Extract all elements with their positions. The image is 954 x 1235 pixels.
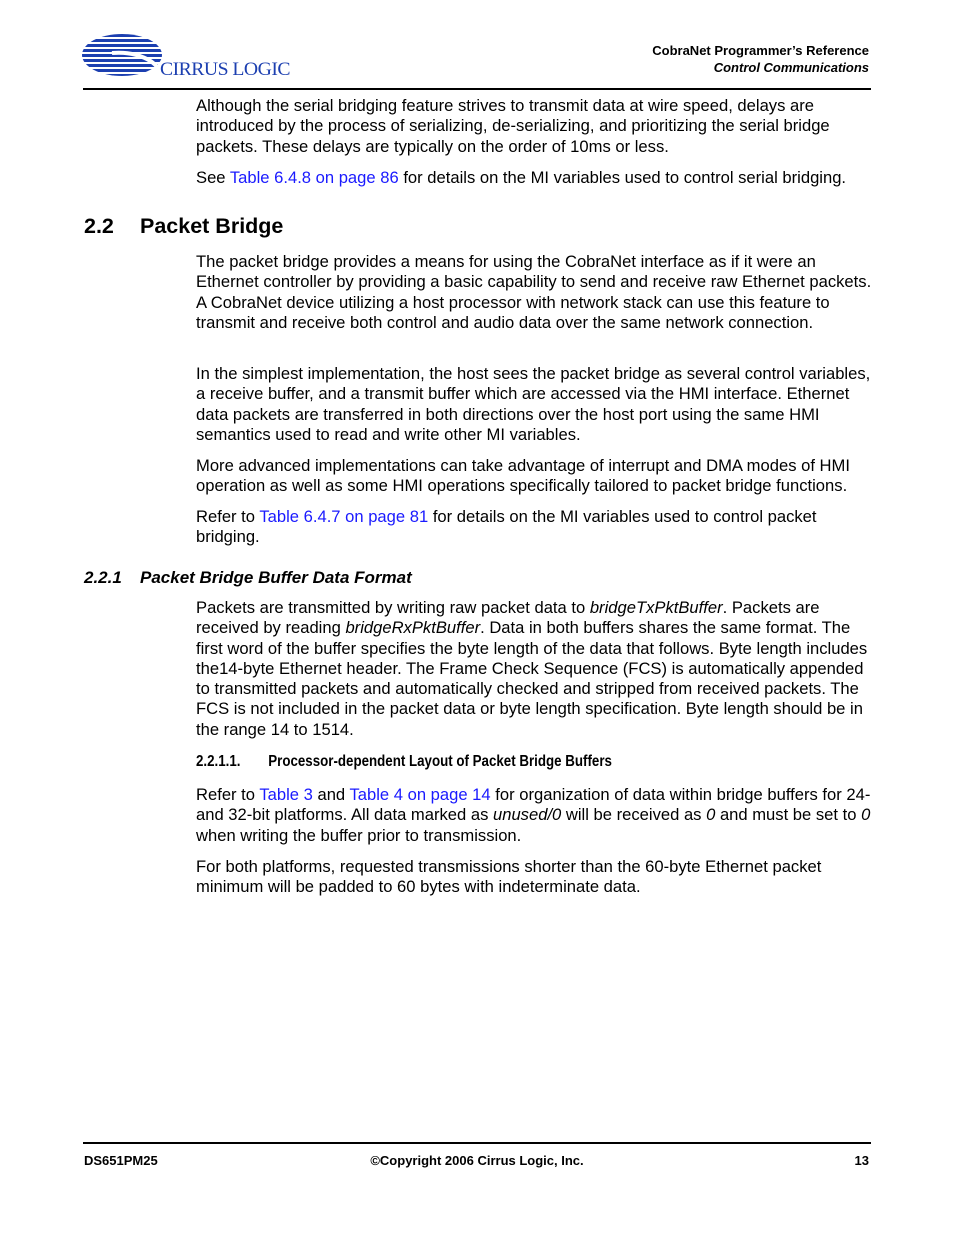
var-bridge-rx: bridgeRxPktBuffer [345,618,481,638]
subsubsection-heading-processor-layout: 2.2.1.1. Processor-dependent Layout of Packet Bridge Buffers [196,753,612,770]
paragraph-simplest-implementation: In the simplest implementation, the host sees the packet bridge as several control variables, a receive buffer, and a transmit buffer which are accessed via the HMI interface. Ethernet data packets are transferred in both directions over the host port using the same HMI semantics used to read and write other MI variables. [196,364,871,444]
footer-rule [83,1142,871,1144]
doc-title: CobraNet Programmer’s Reference [652,43,869,58]
running-header [652,42,869,76]
link-table-4[interactable]: Table 4 on page 14 [349,785,491,804]
section-heading-packet-bridge: 2.2 Packet Bridge [84,214,284,238]
page-number: 13 [854,1153,869,1168]
paragraph-refer-tables-3-4: Refer to Table 3 and Table 4 on page 14 for organization of data within bridge buffers for 24- and 32-bit platforms. All data marked as unused/0 will be received as 0 and must be set to 0 when writing the buffer prior to transmission. [196,785,871,845]
link-table-3[interactable]: Table 3 [259,785,313,804]
paragraph-padding: For both platforms, requested transmissions shorter than the 60-byte Ethernet packet minimum will be padded to 60 bytes with indeterminate data. [196,857,822,897]
paragraph-advanced-implementations: More advanced implementations can take advantage of interrupt and DMA modes of HMI operation as well as some HMI operations specifically tailored to packet bridge functions. [196,456,850,496]
cirrus-logic-logo [82,33,297,81]
section-name: Control Communications [713,60,869,75]
subsection-heading-buffer-format: 2.2.1 Packet Bridge Buffer Data Format [84,568,412,587]
link-table-6-4-8[interactable]: Table 6.4.8 on page 86 [229,168,399,187]
header-rule [83,88,871,90]
paragraph-serial-delay: Although the serial bridging feature strives to transmit data at wire speed, delays are introduced by the process of serializing, de-serializing, and prioritizing the serial bridge packets. These delays are typically on the order of 10ms or less. [196,96,830,156]
doc-id: DS651PM25 [84,1153,158,1168]
link-table-6-4-7[interactable]: Table 6.4.7 on page 81 [259,507,429,526]
copyright: ©Copyright 2006 Cirrus Logic, Inc. [370,1153,584,1168]
paragraph-buffer-format: Packets are transmitted by writing raw packet data to bridgeTxPktBuffer. Packets are received by reading bridgeRxPktBuffer. Data in both buffers shares the same format. The first word of the buffer specifies the byte length of the data that follows. Byte length includes the14-byte Ethernet header. The Frame Check Sequence (FCS) is automatically appended to transmitted packets and automatically checked and stripped from received packets. The FCS is not included in the packet data or byte length specification. Byte length should be in the range 14 to 1514. [196,598,868,739]
logo-wordmark: CIRRUS LOGIC [160,59,290,80]
paragraph-see-table: See Table 6.4.8 on page 86 for details on the MI variables used to control serial bridging. [196,168,847,187]
var-bridge-tx: bridgeTxPktBuffer [589,598,723,617]
paragraph-packet-bridge-intro: The packet bridge provides a means for using the CobraNet interface as if it were an Ethernet controller by providing a basic capability to send and receive raw Ethernet packets. A CobraNet device utilizing a host processor with network stack can use this feature to transmit and receive both control and audio data over the same network connection. [196,252,872,332]
paragraph-refer-table: Refer to Table 6.4.7 on page 81 for details on the MI variables used to control packet bridging. [196,507,817,547]
